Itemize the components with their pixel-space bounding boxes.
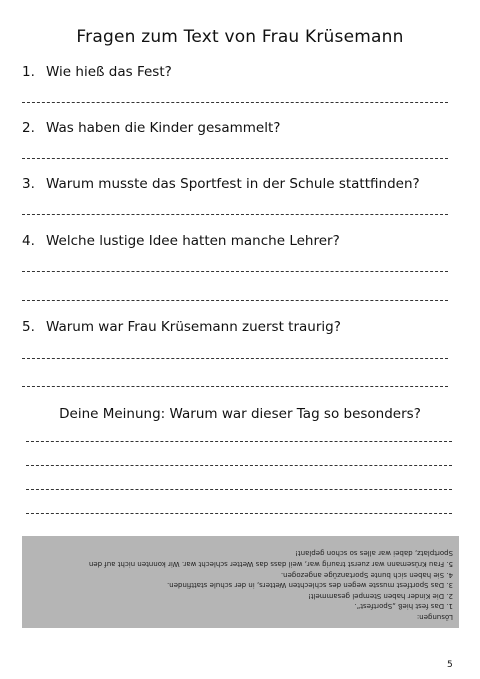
solutions-box (22, 536, 459, 628)
question-2 (22, 120, 280, 136)
answer-line (22, 102, 448, 103)
solution-line: 1. Das fest hieß „Sportfest“. (354, 602, 453, 611)
solution-line: Sportplatz, dabei war alles so schon geplant! (295, 549, 453, 558)
question-text: Warum musste das Sportfest in der Schule stattfinden? (46, 176, 420, 192)
opinion-prompt: Deine Meinung: Warum war dieser Tag so besonders? (59, 406, 421, 422)
question-number: 5. (22, 319, 35, 335)
question-3 (22, 176, 420, 192)
opinion-line (26, 441, 452, 442)
question-4 (22, 233, 340, 249)
question-number: 4. (22, 233, 35, 249)
question-text: Was haben die Kinder gesammelt? (46, 120, 281, 136)
opinion-line (26, 465, 452, 466)
answer-line (22, 358, 448, 359)
question-number: 3. (22, 176, 35, 192)
question-text: Wie hieß das Fest? (46, 64, 172, 80)
answer-line (22, 386, 448, 387)
answer-line (22, 300, 448, 301)
question-number: 2. (22, 120, 35, 136)
solution-line: 3. Das Sportfest musste wegen des schlechten Wetters, in der schule stattfinden. (166, 581, 453, 590)
solution-line: 5. Frau Krüsemann war zuerst traurig war, weil dass das Wetter schlecht war. Wir konnten nicht auf den (88, 560, 453, 569)
question-text: Welche lustige Idee hatten manche Lehrer? (46, 233, 340, 249)
answer-line (22, 158, 448, 159)
solutions-heading: Lösungen: (416, 613, 453, 621)
question-number: 1. (22, 64, 35, 80)
opinion-line (26, 489, 452, 490)
answer-line (22, 271, 448, 272)
question-text: Warum war Frau Krüsemann zuerst traurig? (46, 319, 341, 335)
worksheet-title: Fragen zum Text von Frau Krüsemann (76, 27, 404, 47)
question-1 (22, 64, 172, 80)
solution-line: 2. Die Kinder haben Stempel gesammelt! (307, 591, 453, 600)
answer-line (22, 214, 448, 215)
question-5 (22, 319, 341, 335)
opinion-line (26, 513, 452, 514)
solutions-upside-down-text (22, 536, 459, 628)
page-number: 5 (447, 660, 453, 670)
solution-line: 4. Sie haben sich bunte Sportanzüge angezogen. (280, 570, 453, 579)
